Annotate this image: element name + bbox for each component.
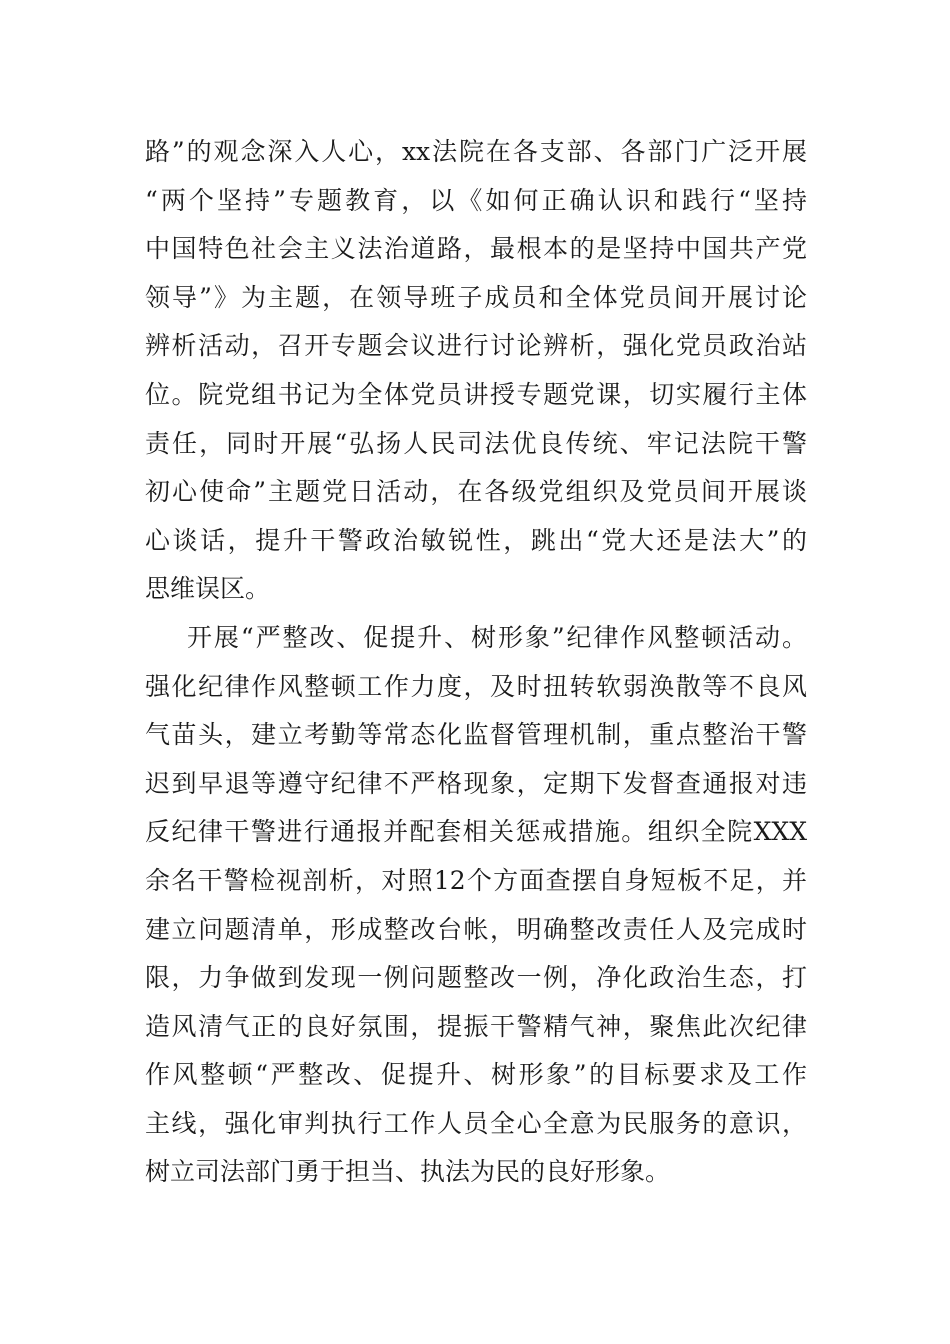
- text-line: 辨析活动，召开专题会议进行讨论辨析，强化党员政治站: [145, 331, 807, 361]
- text-line: 强化纪律作风整顿工作力度，及时扭转软弱涣散等不良风: [145, 671, 807, 701]
- text-line: 路”的观念深入人心，xx法院在各支部、各部门广泛开展: [145, 137, 807, 166]
- text-line: 迟到早退等遵守纪律不严格现象，定期下发督查通报对违: [145, 768, 807, 798]
- text-line: 造风清气正的良好氛围，提振干警精气神，聚焦此次纪律: [145, 1011, 807, 1041]
- paragraph-1: [145, 128, 807, 614]
- text-line: 责任，同时开展“弘扬人民司法优良传统、牢记法院干警: [145, 428, 807, 458]
- text-line: 领导”》为主题，在领导班子成员和全体党员间开展讨论: [145, 282, 807, 312]
- text-line: 建立问题清单，形成整改台帐，明确整改责任人及完成时: [145, 914, 807, 944]
- text-line: “两个坚持”专题教育，以《如何正确认识和践行“坚持: [145, 185, 807, 215]
- paragraph-2: [145, 614, 807, 1197]
- text-line: 中国特色社会主义法治道路，最根本的是坚持中国共产党: [145, 234, 807, 264]
- text-line: 初心使命”主题党日活动，在各级党组织及党员间开展谈: [145, 477, 807, 507]
- text-line: 开展“严整改、促提升、树形象”纪律作风整顿活动。: [187, 622, 807, 652]
- text-line: 反纪律干警进行通报并配套相关惩戒措施。组织全院XXX: [145, 817, 807, 847]
- text-line: 位。院党组书记为全体党员讲授专题党课，切实履行主体: [145, 379, 807, 409]
- text-line: 思维误区。: [145, 574, 271, 604]
- text-line: 心谈话，提升干警政治敏锐性，跳出“党大还是法大”的: [145, 525, 807, 555]
- text-line: 树立司法部门勇于担当、执法为民的良好形象。: [145, 1157, 671, 1187]
- document-body: [145, 128, 807, 1197]
- text-line: 气苗头，建立考勤等常态化监督管理机制，重点整治干警: [145, 720, 807, 750]
- text-line: 作风整顿“严整改、促提升、树形象”的目标要求及工作: [145, 1060, 807, 1090]
- text-line: 余名干警检视剖析，对照12个方面查摆自身短板不足，并: [145, 865, 807, 895]
- text-line: 主线，强化审判执行工作人员全心全意为民服务的意识，: [145, 1108, 807, 1138]
- text-line: 限，力争做到发现一例问题整改一例，净化政治生态，打: [145, 963, 807, 993]
